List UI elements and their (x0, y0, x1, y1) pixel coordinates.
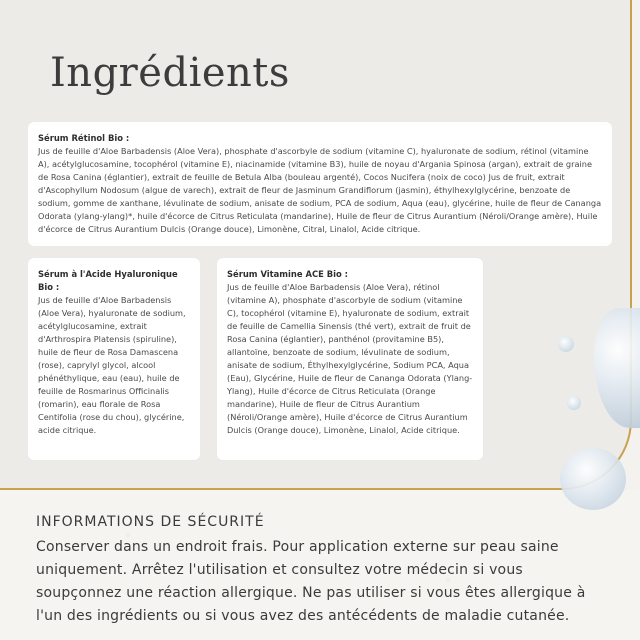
card-title: Sérum à l'Acide Hyaluronique Bio : (38, 269, 178, 292)
card-title: Sérum Rétinol Bio : (38, 133, 130, 143)
ingredient-card-vitamin-ace (217, 258, 483, 460)
card-title: Sérum Vitamine ACE Bio : (227, 269, 348, 279)
card-body: Jus de feuille d'Aloe Barbadensis (Aloe Vera), hyaluronate de sodium, acétylglucosamine, extrait d'Arthrospira Platensis (spiruline), huile de fleur de Rosa Damascena (rose), caprylyl glycol, alcool phénéthylique, eau (eau), huile de feuille de Rosmarinus Officinalis (romarin), eau florale de Rosa Centifolia (rose du chou), glycérine, acide citrique. (38, 295, 186, 435)
card-body: Jus de feuille d'Aloe Barbadensis (Aloe Vera), phosphate d'ascorbyle de sodium (vitamine C), hyaluronate de sodium, rétinol (vitamine A), acétylglucosamine, tocophérol (vitamine E), niacinamide (vitamine B3), huile de noyau d'Argania Spinosa (argan), extrait de graine de Rosa Canina (églantier), extrait de feuille de Betula Alba (bouleau argenté), Cocos Nucifera (noix de coco) Jus de fruit, extrait d'Ascophyllum Nodosum (algue de varech), extrait de fleur de Jasminum Grandiflorum (jasmin), éthylhexylglycérine, benzoate de sodium, gomme de xanthane, lévulinate de sodium, anisate de sodium, PCA de sodium, Aqua (eau), glycérine, huile de fleur de Cananga Odorata (ylang-ylang)*, huile d'écorce de Citrus Reticulata (mandarine), Huile de fleur de Citrus Aurantium (Néroli/Orange amère), Huile d'écorce de Citrus Aurantium Dulcis (Orange douce), Limonène, Citral, Linalol, Acide citrique. (38, 146, 602, 234)
page-title: Ingrédients (50, 50, 290, 96)
serum-drop-decoration (558, 336, 574, 352)
ingredient-card-retinol (28, 122, 612, 246)
ingredient-card-hyaluronic (28, 258, 200, 460)
serum-drop-decoration (560, 448, 626, 510)
card-body: Jus de feuille d'Aloe Barbadensis (Aloe Vera), rétinol (vitamine A), phosphate d'ascorbyle de sodium (vitamine C), tocophérol (vitamine E), hyaluronate de sodium, extrait de feuille de Camellia Sinensis (thé vert), extrait de fruit de Rosa Canina (églantier), panthénol (provitamine B5), allantoïne, benzoate de sodium, lévulinate de sodium, anisate de sodium, Éthylhexylglycérine, Sodium PCA, Aqua (Eau), Glycérine, Huile de fleur de Cananga Odorata (Ylang-Ylang), Huile d'écorce de Citrus Reticulata (Orange mandarine), Huile de fleur de Citrus Aurantium (Néroli/Orange amère), Huile d'écorce de Citrus Aurantium Dulcis (Orange douce), Limonène, Linalol, Acide citrique. (227, 282, 473, 435)
safety-text: Conserver dans un endroit frais. Pour application externe sur peau saine uniquement. Arrêtez l'utilisation et consultez votre médecin si vous soupçonnez une réaction allergique. Ne pas utiliser si vous êtes allergique à l'un des ingrédients ou si vous avez des antécédents de maladie cutanée. (36, 539, 586, 624)
safety-heading: INFORMATIONS DE SÉCURITÉ (36, 514, 265, 530)
serum-drop-decoration (567, 396, 581, 410)
